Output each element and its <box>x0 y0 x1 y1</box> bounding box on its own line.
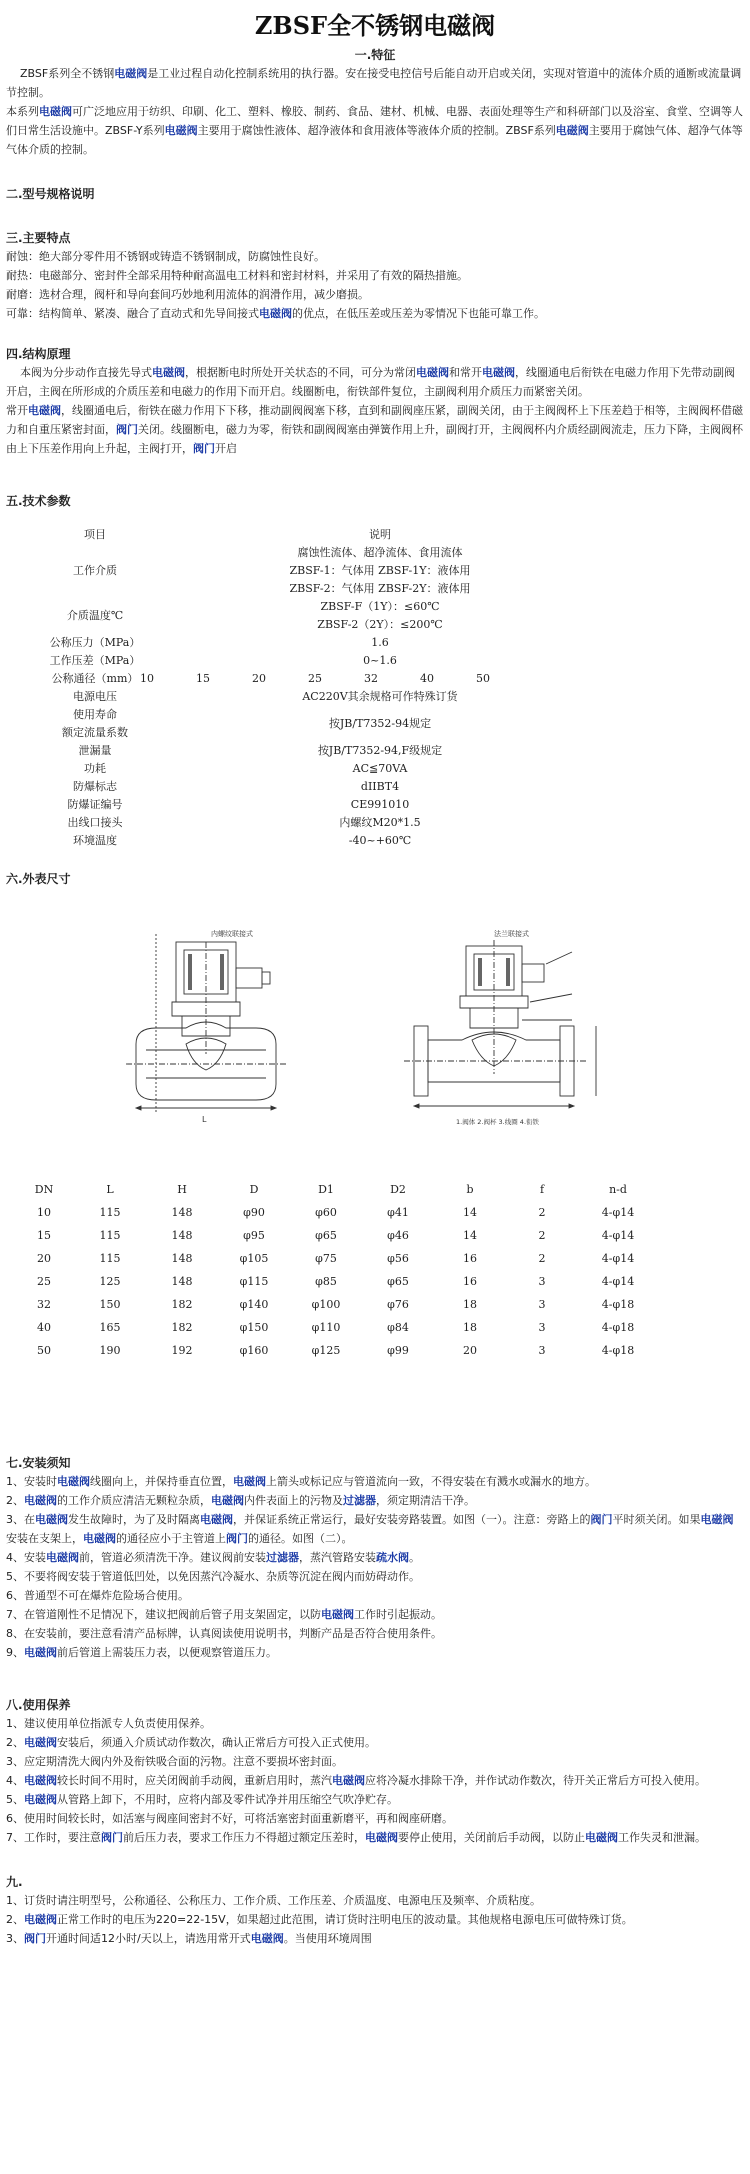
text-run: 和常开 <box>449 366 482 379</box>
dimension-drawings <box>116 924 744 1134</box>
page-title: ZBSF全不锈钢电磁阀 <box>254 11 496 40</box>
column-header: H <box>177 1183 187 1196</box>
text-run: 7、工作时，要注意 <box>6 1831 101 1844</box>
table-cell: 148 <box>171 1229 193 1242</box>
table-cell: φ115 <box>239 1275 269 1288</box>
keyword-link[interactable]: 电磁阀 <box>365 1831 398 1844</box>
keyword-link[interactable]: 电磁阀 <box>46 1551 79 1564</box>
list-item <box>6 1828 744 1847</box>
text-run: 线圈向上，并保持垂直位置， <box>90 1475 233 1488</box>
table-cell: 115 <box>99 1229 121 1242</box>
table-cell: φ76 <box>387 1298 409 1311</box>
table-cell: φ56 <box>387 1252 409 1265</box>
text-run: 常开 <box>6 404 28 417</box>
table-cell: 2 <box>538 1229 546 1242</box>
text-run: ，蒸汽管路安装 <box>299 1551 376 1564</box>
keyword-link[interactable]: 电磁阀 <box>164 124 198 137</box>
spec-medium-value <box>180 544 580 598</box>
section-3-list <box>6 247 744 323</box>
table-cell: 16 <box>463 1275 477 1288</box>
text-run: 3、在 <box>6 1513 35 1526</box>
spec-dn-value: 40 <box>420 672 434 685</box>
spec-cable-value: 内螺纹M20*1.5 <box>339 816 421 829</box>
list-item <box>6 1605 744 1624</box>
table-cell: 25 <box>37 1275 51 1288</box>
text-run: 要停止使用，关闭前后手动阀，以防止 <box>398 1831 585 1844</box>
feature-line <box>6 285 744 304</box>
table-cell: 165 <box>99 1321 121 1334</box>
spec-temp-line: ZBSF-2（2Y）：≤200℃ <box>317 618 443 631</box>
table-cell: 10 <box>37 1206 51 1219</box>
keyword-link[interactable]: 电磁阀 <box>200 1513 233 1526</box>
text-run: 工作失灵和泄漏。 <box>618 1831 706 1844</box>
keyword-link[interactable]: 电磁阀 <box>24 1913 57 1926</box>
keyword-link[interactable]: 电磁阀 <box>39 105 72 118</box>
list-item <box>6 1910 744 1929</box>
text-run: ，线圈通电后衔铁在电磁力作用下先带动副阀开启，主阀在所形成的介质压差和电磁力的作用下而开启。线圈断电，衔铁部件复位，主副阀利用介质压力而紧密关闭。 <box>6 366 735 398</box>
section-5-heading: 五.技术参数 <box>6 494 71 508</box>
spec-dn-value: 32 <box>364 672 378 685</box>
table-cell: φ100 <box>311 1298 341 1311</box>
column-header: D1 <box>318 1183 334 1196</box>
text-run: 6、使用时间较长时，如活塞与阀座间密封不好，可将活塞密封面重新磨平，再和阀座研磨。 <box>6 1812 453 1825</box>
table-cell: φ65 <box>315 1229 337 1242</box>
text-run: ，并保证系统正常运行，最好安装旁路装置。如图（一）。注意：旁路上的 <box>233 1513 591 1526</box>
spec-ex-label: 防爆标志 <box>73 780 117 793</box>
spec-dn-value: 50 <box>476 672 490 685</box>
threaded-valve-drawing <box>116 924 356 1134</box>
text-run: 较长时间不用时，应关闭阀前手动阀，重新启用时，蒸汽 <box>57 1774 332 1787</box>
text-run: 耐磨：选材合理，阀杆和导向套间巧妙地利用流体的润滑作用，减少磨损。 <box>6 288 369 301</box>
keyword-link[interactable]: 过滤器 <box>343 1494 376 1507</box>
table-cell: 3 <box>538 1298 546 1311</box>
spec-dn-value: 15 <box>196 672 210 685</box>
keyword-link[interactable]: 过滤器 <box>266 1551 299 1564</box>
drawing-1-title: 内螺纹联接式 <box>211 930 253 938</box>
keyword-link[interactable]: 电磁阀 <box>83 1532 116 1545</box>
text-run: 2、 <box>6 1736 24 1749</box>
table-cell: φ95 <box>243 1229 265 1242</box>
table-cell: 18 <box>463 1298 477 1311</box>
table-cell: 32 <box>37 1298 51 1311</box>
section-8-list <box>6 1714 744 1847</box>
spec-medium-line: 腐蚀性流体、超净流体、食用流体 <box>297 546 463 559</box>
text-run: 的优点，在低压差或压差为零情况下也能可靠工作。 <box>292 307 545 320</box>
table-cell: φ160 <box>239 1344 269 1357</box>
table-cell: 190 <box>99 1344 121 1357</box>
table-cell: 14 <box>463 1206 477 1219</box>
text-run: 主要用于腐蚀性液体、超净液体和食用液体等液体介质的控制。ZBSF系列 <box>197 124 556 137</box>
spec-wp-value: 0~1.6 <box>363 654 397 667</box>
text-run: 安装在支架上， <box>6 1532 83 1545</box>
section-7-heading: 七.安装须知 <box>6 1456 71 1470</box>
spec-medium-label: 工作介质 <box>73 564 117 577</box>
drawing-2-legend: 1.阀体 2.阀杯 3.线圈 4.衔铁 <box>456 1118 540 1126</box>
keyword-link[interactable]: 电磁阀 <box>233 1475 266 1488</box>
text-run: 开通时间适12小时/天以上，请选用常开式 <box>46 1932 251 1945</box>
text-run: 发生故障时，为了及时隔离 <box>68 1513 200 1526</box>
table-cell: 148 <box>171 1206 193 1219</box>
spec-temp-label: 介质温度℃ <box>66 609 124 622</box>
list-item <box>6 1491 744 1510</box>
section-1-paragraph-1 <box>6 64 744 102</box>
table-cell: 20 <box>37 1252 51 1265</box>
text-run: 5、不要将阀安装于管道低凹处，以免因蒸汽冷凝水、杂质等沉淀在阀内而妨碍动作。 <box>6 1570 420 1583</box>
spec-leak-label: 泄漏量 <box>78 744 112 757</box>
keyword-link[interactable]: 电磁阀 <box>555 124 589 137</box>
table-cell: φ75 <box>315 1252 337 1265</box>
table-row <box>14 1224 658 1247</box>
table-cell: φ84 <box>387 1321 409 1334</box>
text-run: 。 <box>409 1551 420 1564</box>
table-row <box>14 1247 658 1270</box>
text-run: 上箭头或标记应与管道流向一致，不得安装在有溅水或漏水的地方。 <box>266 1475 596 1488</box>
text-run: 可靠：结构简单、紧凑、融合了直动式和先导间接式 <box>6 307 259 320</box>
list-item <box>6 1643 744 1662</box>
feature-line <box>6 247 744 266</box>
text-run: 。当使用环境周围 <box>283 1932 372 1945</box>
table-cell: 115 <box>99 1206 121 1219</box>
spec-wp-label: 工作压差（MPa） <box>49 654 141 667</box>
keyword-link[interactable]: 电磁阀 <box>259 307 292 320</box>
text-run: 的通径。如图（二）。 <box>248 1532 353 1545</box>
spec-flow-value: 按JB/T7352-94规定 <box>328 717 432 730</box>
column-header: b <box>466 1183 474 1196</box>
text-run: 前后压力表，要求工作压力不得超过额定压差时， <box>123 1831 365 1844</box>
column-header: L <box>106 1183 114 1196</box>
spec-dn-value: 10 <box>140 672 154 685</box>
table-row <box>14 1201 658 1224</box>
table-cell: 2 <box>538 1252 546 1265</box>
table-cell: 192 <box>171 1344 193 1357</box>
spec-dn-value: 20 <box>252 672 266 685</box>
table-cell: 182 <box>171 1321 193 1334</box>
spec-power-label: 功耗 <box>84 762 106 775</box>
section-8-heading: 八.使用保养 <box>6 1698 71 1712</box>
list-item <box>6 1752 744 1771</box>
text-run: 7、在管道刚性不足情况下，建议把阀前后管子用支架固定，以防 <box>6 1608 321 1621</box>
text-run: 3、应定期清洗大阀内外及衔铁吸合面的污物。注意不要损坏密封面。 <box>6 1755 343 1768</box>
text-run: 平时须关闭。如果 <box>612 1513 701 1526</box>
keyword-link[interactable]: 电磁阀 <box>416 366 449 379</box>
dimension-table <box>14 1178 658 1362</box>
text-run: 4、 <box>6 1774 24 1787</box>
keyword-link[interactable]: 电磁阀 <box>585 1831 618 1844</box>
table-cell: φ150 <box>239 1321 269 1334</box>
list-item <box>6 1929 744 1948</box>
table-cell: 3 <box>538 1321 546 1334</box>
drawing-1-dim-L: L <box>202 1115 207 1124</box>
table-cell: φ60 <box>315 1206 337 1219</box>
list-item <box>6 1891 744 1910</box>
list-item <box>6 1733 744 1752</box>
table-cell: φ41 <box>387 1206 409 1219</box>
table-cell: 148 <box>171 1252 193 1265</box>
spec-volt-label: 电源电压 <box>73 690 117 703</box>
spec-temp-value <box>180 598 580 634</box>
text-run: 的工作介质应清洁无颗粒杂质， <box>57 1494 211 1507</box>
keyword-link[interactable]: 阀门 <box>24 1932 46 1945</box>
table-cell: φ90 <box>243 1206 265 1219</box>
text-run: 工作时引起振动。 <box>354 1608 442 1621</box>
text-run: 关闭。线圈断电，磁力为零，衔铁和副阀阀塞由弹簧作用上升，副阀打开，主阀阀杯内介质经副阀流走，压力下降，主阀阀杯由上下压差作用向上升起，主阀打开， <box>6 423 743 455</box>
table-header <box>14 1178 658 1201</box>
spec-leak-value: 按JB/T7352-94,F级规定 <box>317 744 443 757</box>
text-run: 是工业过程自动化控制系统用的执行器。安在接受电控信号后能自动开启或关闭，实现对管道中的流体介质的通断或流量调节控制。 <box>6 67 742 99</box>
section-9-list <box>6 1891 744 1948</box>
keyword-link[interactable]: 电磁阀 <box>35 1513 68 1526</box>
text-run: ，须定期清洁干净。 <box>376 1494 475 1507</box>
table-cell: 4-φ18 <box>601 1321 635 1334</box>
table-cell: 4-φ18 <box>601 1344 635 1357</box>
section-3-heading: 三.主要特点 <box>6 231 71 245</box>
table-cell: 2 <box>538 1206 546 1219</box>
spec-flow-label: 额定流量系数 <box>62 726 128 739</box>
table-cell: φ105 <box>239 1252 269 1265</box>
table-cell: 20 <box>463 1344 477 1357</box>
section-9-heading: 九. <box>6 1875 23 1889</box>
spec-cert-label: 防爆证编号 <box>67 798 123 811</box>
spec-cable-label: 出线口接头 <box>67 816 123 829</box>
column-header: f <box>539 1183 545 1196</box>
table-cell: 4-φ14 <box>601 1206 635 1219</box>
table-row <box>14 1316 658 1339</box>
table-cell: φ85 <box>315 1275 337 1288</box>
table-cell: 50 <box>37 1344 51 1357</box>
table-cell: 18 <box>463 1321 477 1334</box>
section-2-heading: 二.型号规格说明 <box>6 187 95 201</box>
keyword-link[interactable]: 电磁阀 <box>250 1932 284 1945</box>
table-cell: 4-φ14 <box>601 1252 635 1265</box>
keyword-link[interactable]: 电磁阀 <box>24 1793 57 1806</box>
text-run: 2、 <box>6 1913 24 1926</box>
text-run: 的通径应小于主管道上 <box>116 1532 226 1545</box>
text-run: 前，管道必须清洗干净。建议阀前安装 <box>79 1551 266 1564</box>
text-run: 1、订货时请注明型号，公称通径、公称压力、工作介质、工作压差、介质温度、电源电压及频率、介质粘度。 <box>6 1894 541 1907</box>
section-4-paragraph-1 <box>6 363 744 401</box>
text-run: 前后管道上需装压力表，以便观察管道压力。 <box>57 1646 277 1659</box>
list-item <box>6 1771 744 1790</box>
table-cell: φ140 <box>239 1298 269 1311</box>
feature-line <box>6 266 744 285</box>
keyword-link[interactable]: 电磁阀 <box>332 1774 365 1787</box>
spec-table <box>10 526 580 850</box>
spec-env-value: -40~+60℃ <box>348 834 412 847</box>
keyword-link[interactable]: 电磁阀 <box>152 366 185 379</box>
flanged-valve-drawing <box>396 924 636 1134</box>
spec-header-label: 项目 <box>84 528 106 541</box>
table-cell: φ125 <box>311 1344 341 1357</box>
text-run: 本阀为分步动作直接先导式 <box>20 366 152 379</box>
section-1-paragraph-2 <box>6 102 744 159</box>
keyword-link[interactable]: 电磁阀 <box>24 1774 57 1787</box>
spec-ex-value: dIIBT4 <box>360 780 400 793</box>
table-cell: 14 <box>463 1229 477 1242</box>
spec-medium-line: ZBSF-1：气体用 ZBSF-1Y：液体用 <box>289 564 471 577</box>
table-cell: φ110 <box>311 1321 341 1334</box>
keyword-link[interactable]: 电磁阀 <box>700 1513 734 1526</box>
table-cell: φ65 <box>387 1275 409 1288</box>
text-run: 5、 <box>6 1793 24 1806</box>
table-cell: φ46 <box>387 1229 409 1242</box>
spec-medium-line: ZBSF-2：气体用 ZBSF-2Y：液体用 <box>289 582 471 595</box>
table-cell: 4-φ18 <box>601 1298 635 1311</box>
text-run: 3、 <box>6 1932 24 1945</box>
keyword-link[interactable]: 电磁阀 <box>28 404 61 417</box>
section-4-heading: 四.结构原理 <box>6 347 71 361</box>
text-run: 耐蚀：绝大部分零件用不锈钢或铸造不锈钢制成，防腐蚀性良好。 <box>6 250 325 263</box>
list-item <box>6 1790 744 1809</box>
text-run: ZBSF系列全不锈钢 <box>20 67 115 80</box>
keyword-link[interactable]: 电磁阀 <box>24 1494 57 1507</box>
list-item <box>6 1510 744 1548</box>
text-run: 主要用于腐蚀气体、超净气体等气体介质的控制。 <box>6 124 743 156</box>
section-7-list <box>6 1472 744 1662</box>
keyword-link[interactable]: 阀门 <box>226 1532 248 1545</box>
table-cell: 115 <box>99 1252 121 1265</box>
column-header: DN <box>34 1183 54 1196</box>
table-cell: 150 <box>99 1298 121 1311</box>
spec-volt-value: AC220V其余规格可作特殊订货 <box>302 690 458 703</box>
list-item <box>6 1809 744 1828</box>
table-cell: 125 <box>99 1275 121 1288</box>
text-run: 9、 <box>6 1646 24 1659</box>
text-run: 4、安装 <box>6 1551 46 1564</box>
keyword-link[interactable]: 阀门 <box>116 423 138 436</box>
list-item <box>6 1548 744 1567</box>
table-cell: 3 <box>538 1344 546 1357</box>
text-run: 应将冷凝水排除干净，并作试动作数次，待开关正常后方可投入使用。 <box>365 1774 706 1787</box>
table-cell: 15 <box>37 1229 51 1242</box>
text-run: 正常工作时的电压为220=22-15V，如果超过此范围，请订货时注明电压的波动量。其他规格电源电压可做特殊订货。 <box>57 1913 633 1926</box>
dimension-table-body <box>14 1178 658 1362</box>
text-run: 6、普通型不可在爆炸危险场合使用。 <box>6 1589 189 1602</box>
spec-dn-values <box>140 670 580 688</box>
keyword-link[interactable]: 电磁阀 <box>211 1494 244 1507</box>
table-cell: 16 <box>463 1252 477 1265</box>
keyword-link[interactable]: 电磁阀 <box>114 67 148 80</box>
keyword-link[interactable]: 电磁阀 <box>57 1475 90 1488</box>
text-run: 可广泛地应用于纺织、印刷、化工、塑料、橡胶、制药、食品、建材、机械、电器、表面处理等生产和科研部门以及浴室、食堂、空调等人们日常生活设施中。ZBSF-Y系列 <box>6 105 743 137</box>
spec-power-value: AC≦70VA <box>352 762 408 775</box>
text-run: 从管路上卸下，不用时，应将内部及零件试净并用压缩空气吹净贮存。 <box>57 1793 398 1806</box>
list-item <box>6 1586 744 1605</box>
table-row <box>14 1339 658 1362</box>
list-item <box>6 1714 744 1733</box>
spec-pn-value: 1.6 <box>371 636 389 649</box>
spec-life-label: 使用寿命 <box>73 708 117 721</box>
table-cell: 148 <box>171 1275 193 1288</box>
text-run: 开启 <box>215 442 237 455</box>
spec-dn-value: 25 <box>308 672 322 685</box>
table-row <box>14 1270 658 1293</box>
spec-env-label: 环境温度 <box>73 834 117 847</box>
keyword-link[interactable]: 阀门 <box>101 1831 123 1844</box>
table-cell: φ99 <box>387 1344 409 1357</box>
table-cell: 40 <box>37 1321 51 1334</box>
text-run: 1、建议使用单位指派专人负责使用保养。 <box>6 1717 211 1730</box>
text-run: 本系列 <box>6 105 39 118</box>
list-item <box>6 1567 744 1586</box>
text-run: 内件表面上的污物及 <box>244 1494 343 1507</box>
section-4-paragraph-2 <box>6 401 744 458</box>
spec-pn-label: 公称压力（MPa） <box>49 636 141 649</box>
text-run: 8、在安装前，要注意看清产品标牌，认真阅读使用说明书，判断产品是否符合使用条件。 <box>6 1627 442 1640</box>
section-1-heading: 一.特征 <box>354 48 396 62</box>
list-item <box>6 1624 744 1643</box>
keyword-link[interactable]: 疏水阀 <box>376 1551 409 1564</box>
table-cell: 4-φ14 <box>601 1275 635 1288</box>
table-cell: 3 <box>538 1275 546 1288</box>
feature-line <box>6 304 744 323</box>
spec-dn-label: 公称通径（mm） <box>51 672 139 685</box>
keyword-link[interactable]: 电磁阀 <box>321 1608 354 1621</box>
list-item <box>6 1472 744 1491</box>
text-run: 安装后，须通入介质试动作数次，确认正常后方可投入正式使用。 <box>57 1736 376 1749</box>
column-header: D <box>249 1183 259 1196</box>
keyword-link[interactable]: 阀门 <box>590 1513 613 1526</box>
keyword-link[interactable]: 电磁阀 <box>482 366 515 379</box>
section-6-heading: 六.外表尺寸 <box>6 872 71 886</box>
keyword-link[interactable]: 阀门 <box>193 442 215 455</box>
text-run: 耐热：电磁部分、密封件全部采用特种耐高温电工材料和密封材料，并采用了有效的隔热措施。 <box>6 269 468 282</box>
spec-cert-value: CE991010 <box>350 798 410 811</box>
table-cell: 4-φ14 <box>601 1229 635 1242</box>
keyword-link[interactable]: 电磁阀 <box>24 1646 57 1659</box>
spec-header-value: 说明 <box>369 528 391 541</box>
drawing-2-title: 法兰联接式 <box>494 930 529 938</box>
column-header: n-d <box>609 1183 627 1196</box>
text-run: 1、安装时 <box>6 1475 57 1488</box>
spec-temp-line: ZBSF-F（1Y）：≤60℃ <box>320 600 440 613</box>
table-row <box>14 1293 658 1316</box>
table-cell: 182 <box>171 1298 193 1311</box>
column-header: D2 <box>390 1183 406 1196</box>
text-run: ，线圈通电后，衔铁在磁力作用下下移，推动副阀阀塞下移，直到和副阀座压紧，副阀关闭，由于主阀阀杯上下压差趋于相等，主阀阀杯借磁力和自重压紧密封面， <box>6 404 743 436</box>
keyword-link[interactable]: 电磁阀 <box>24 1736 57 1749</box>
text-run: 2、 <box>6 1494 24 1507</box>
text-run: ，根据断电时所处开关状态的不同，可分为常闭 <box>185 366 416 379</box>
